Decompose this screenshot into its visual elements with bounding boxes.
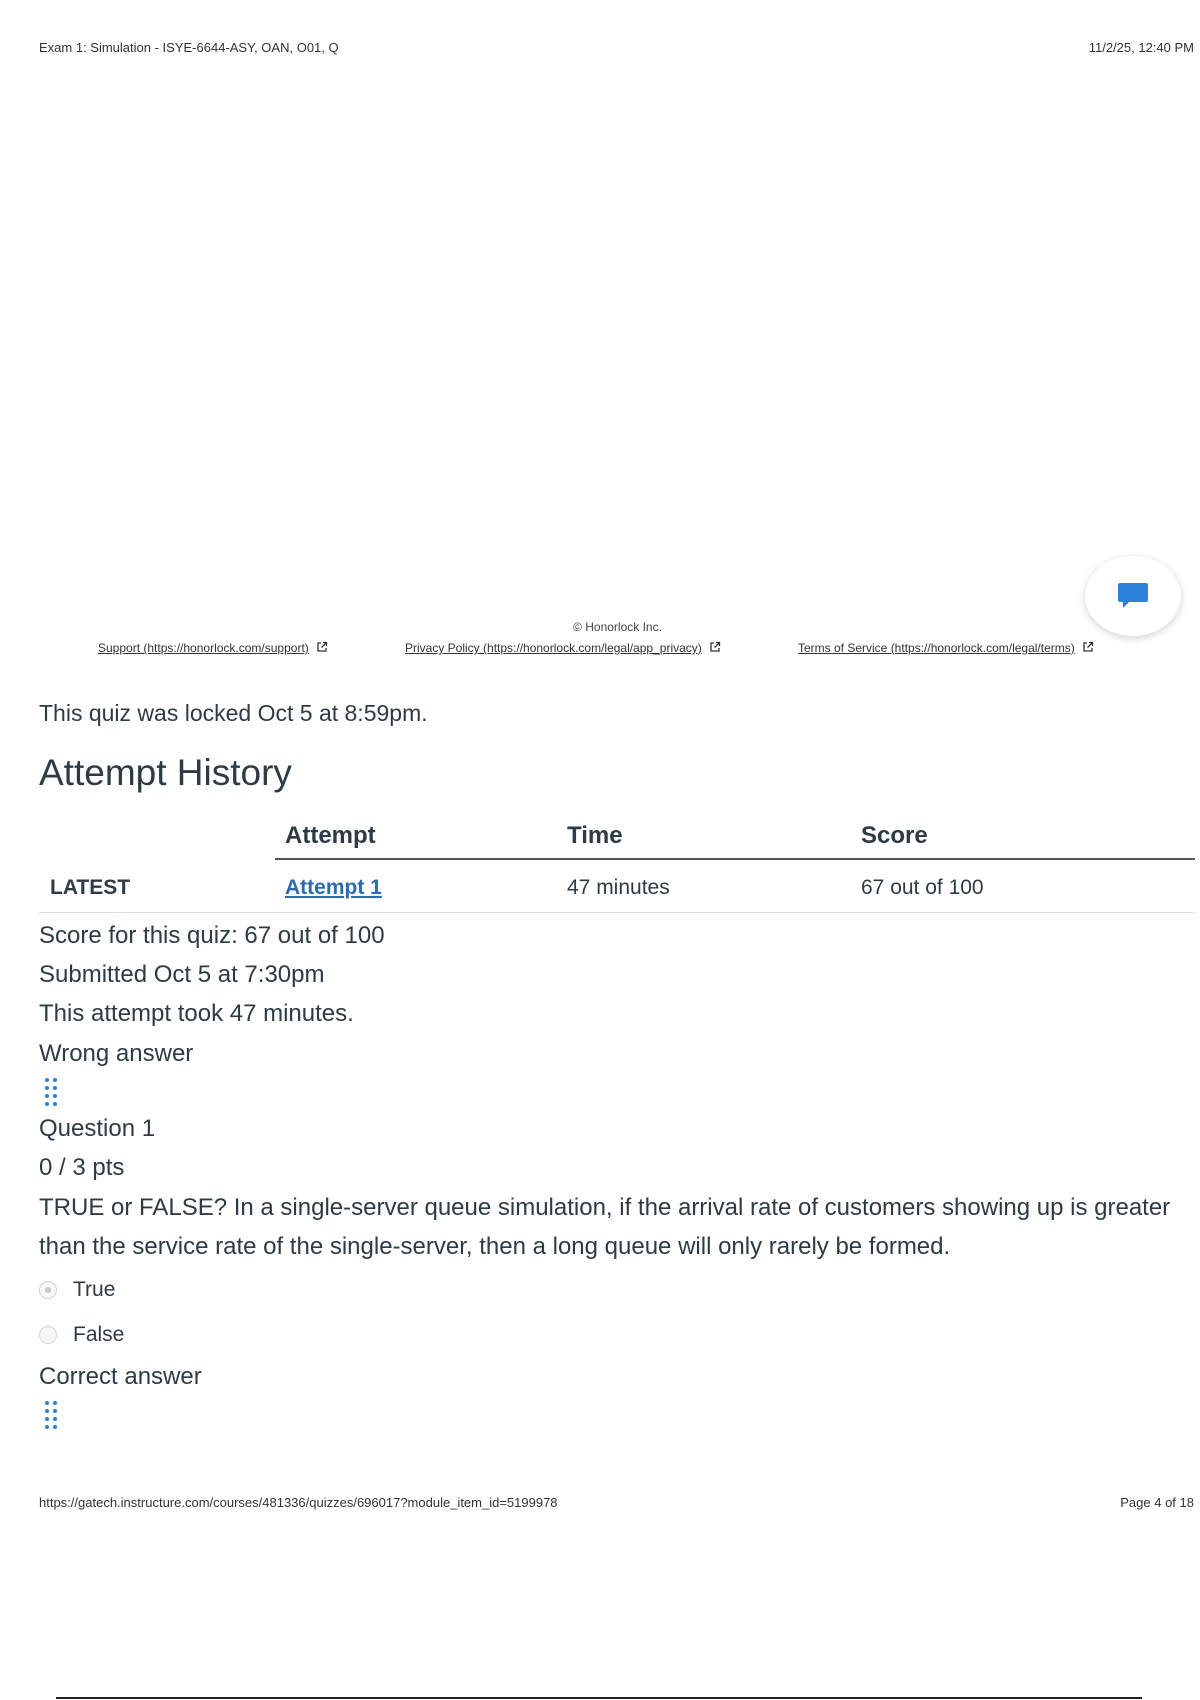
attempt-1-link[interactable]: Attempt 1 (285, 876, 382, 899)
answer-option-label: False (73, 1323, 125, 1346)
answer-status: Wrong answer (39, 1040, 194, 1067)
attempt-history-heading: Attempt History (39, 752, 292, 793)
print-footer-page: Page 4 of 18 (1120, 1495, 1194, 1510)
chat-bubble-icon (1117, 581, 1149, 611)
attempt-time: 47 minutes (567, 876, 670, 899)
attempt-score: 67 out of 100 (861, 876, 984, 899)
honorlock-copyright: © Honorlock Inc. (573, 620, 662, 634)
terms-link-container (798, 641, 1094, 655)
support-link-container (98, 641, 328, 655)
support-link[interactable]: Support (https://honorlock.com/support) (98, 641, 309, 655)
external-link-icon (709, 641, 721, 653)
next-answer-status: Correct answer (39, 1363, 202, 1390)
external-link-icon (316, 641, 328, 653)
question-text: TRUE or FALSE? In a single-server queue simulation, if the arrival rate of customers showing up is greater than the service rate of the single-server, then a long queue will only rarely be formed. (39, 1194, 1171, 1260)
quiz-locked-notice: This quiz was locked Oct 5 at 8:59pm. (39, 700, 428, 726)
print-header-date: 11/2/25, 12:40 PM (1088, 40, 1194, 55)
privacy-policy-link[interactable]: Privacy Policy (https://honorlock.com/legal/app_privacy) (405, 641, 702, 655)
submitted-line: Submitted Oct 5 at 7:30pm (39, 961, 325, 988)
answer-option-true[interactable] (39, 1278, 115, 1302)
external-link-icon (1082, 641, 1094, 653)
print-footer-url: https://gatech.instructure.com/courses/481336/quizzes/696017?module_item_id=5199978 (39, 1495, 558, 1510)
drag-handle-icon (43, 1077, 59, 1107)
question-title: Question 1 (39, 1115, 156, 1142)
column-header-time: Time (567, 822, 623, 849)
question-points: 0 / 3 pts (39, 1154, 125, 1181)
duration-line: This attempt took 47 minutes. (39, 1000, 354, 1027)
quiz-score-line: Score for this quiz: 67 out of 100 (39, 922, 385, 949)
page-bottom-rule (56, 1697, 1142, 1699)
answer-option-label: True (73, 1278, 116, 1301)
column-header-score: Score (861, 822, 928, 849)
answer-option-false[interactable] (39, 1323, 124, 1347)
latest-badge: LATEST (50, 876, 131, 899)
print-header-title: Exam 1: Simulation - ISYE-6644-ASY, OAN, O01, Q (39, 40, 339, 55)
header-divider (275, 858, 1195, 860)
drag-handle-icon (43, 1400, 59, 1430)
radio-button-selected[interactable] (39, 1281, 57, 1299)
terms-of-service-link[interactable]: Terms of Service (https://honorlock.com/legal/terms) (798, 641, 1075, 655)
row-divider (39, 912, 1195, 913)
privacy-link-container (405, 641, 721, 655)
radio-button[interactable] (39, 1326, 57, 1344)
column-header-attempt: Attempt (285, 822, 376, 849)
